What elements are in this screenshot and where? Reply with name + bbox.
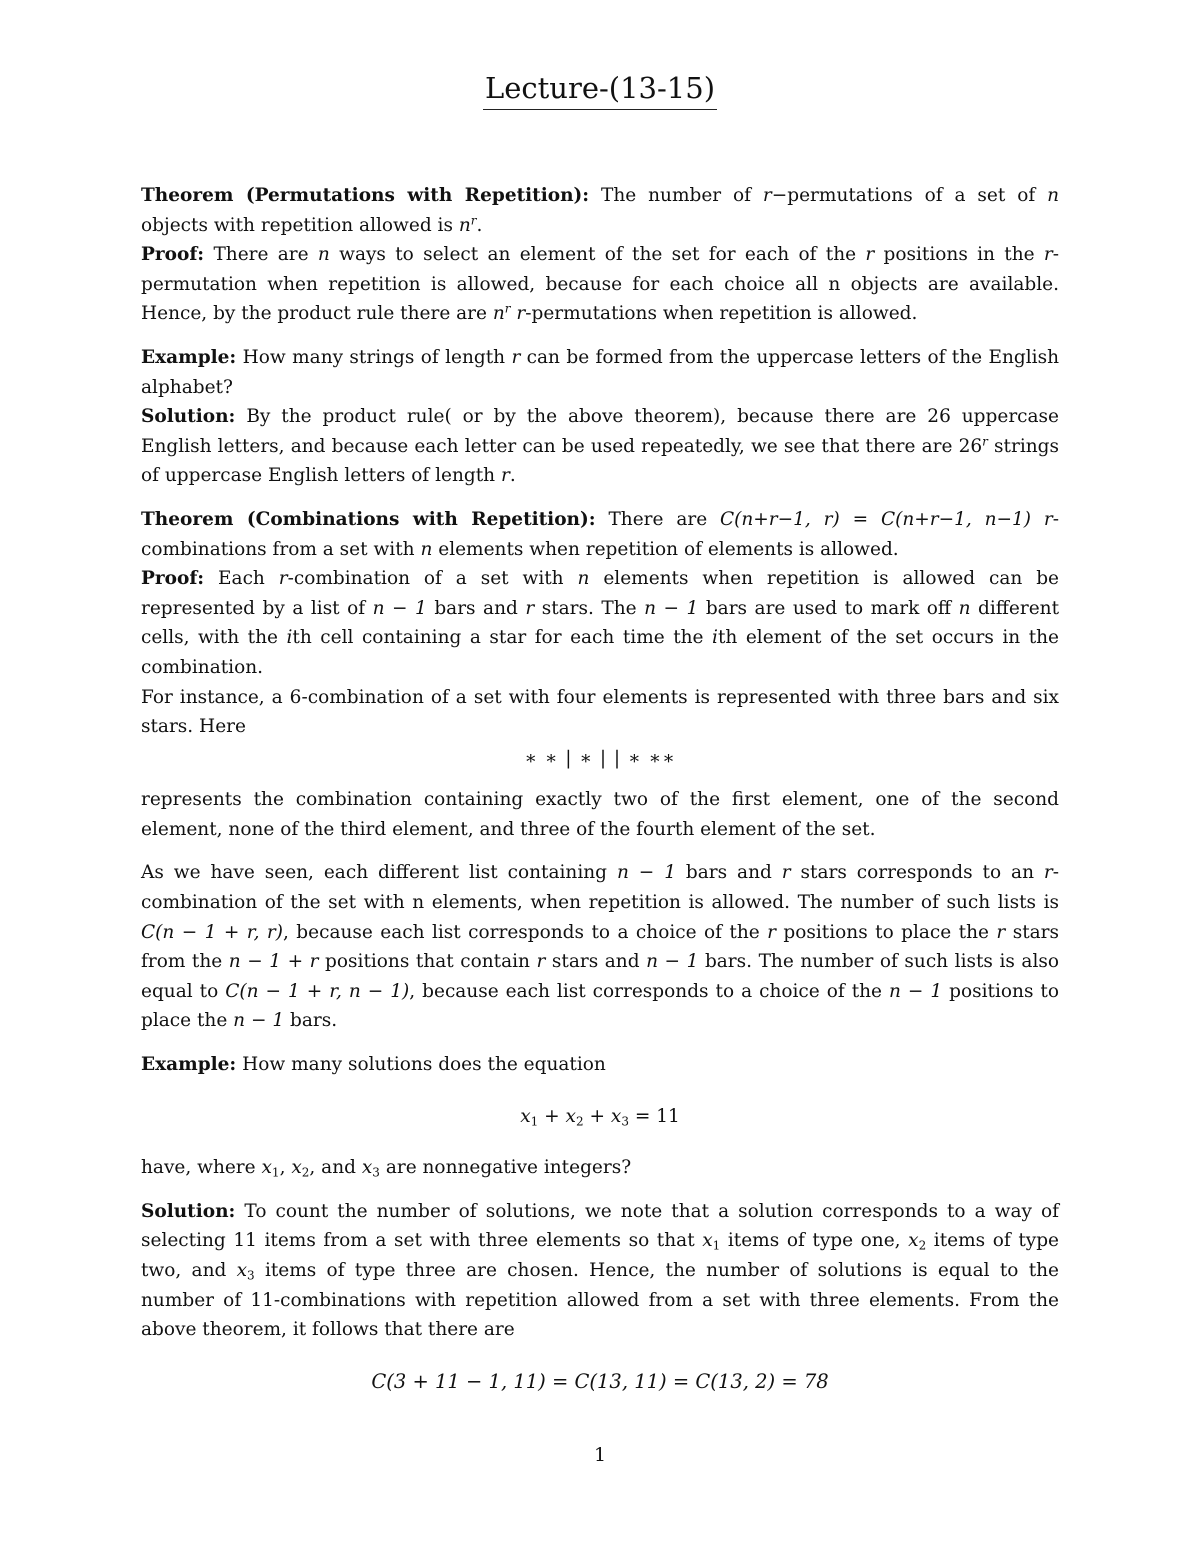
theorem-combinations: Theorem (Combinations with Repetition): There are C(n+r−1, r) = C(n+r−1, n−1) r-combinations from a set with n elements when repetition of elements is allowed.: [141, 508, 1059, 560]
solution-strings: Solution: By the product rule( or by the above theorem), because there are 26 uppercase English letters, and because each letter can be used repeatedly, we see that there are 26$^r$ strings of uppercase English letters of length r.: [141, 406, 1059, 487]
instance-explanation: represents the combination containing exactly two of the first element, one of the second element, none of the third element, and three of the fourth element of the set.: [141, 789, 1059, 840]
document-body: [141, 181, 1059, 1396]
page-number: 1: [593, 1444, 607, 1466]
lecture-title: Lecture-(13-15): [141, 70, 1059, 106]
final-result-display: C(3 + 11 − 1, 11) = C(13, 11) = C(13, 2) = 78: [371, 1369, 829, 1393]
theorem-permutations: Theorem (Permutations with Repetition): The number of r−permutations of a set of n objects with repetition allowed is $n^r$.: [141, 185, 1059, 236]
instance-paragraph: For instance, a 6-combination of a set with four elements is represented with three bars and six stars. Here: [141, 686, 1059, 738]
bars-stars-paragraph: As we have seen, each different list containing n − 1 bars and r stars corresponds to an r-combination of the set with n elements, when repetition is allowed. The number of such lists is C(n − 1 + r, r), because each list corresponds to a choice of the r positions to place the r stars from the n − 1 + r positions that contain r stars and n − 1 bars. The number of such lists is also equal to C(n − 1 + r, n − 1), because each list corresponds to a choice of the n − 1 positions to place the n − 1 bars.: [141, 862, 1060, 1032]
equation-display: $x_1 + x_2 + x_3 = 11$: [520, 1105, 680, 1129]
stars-bars-display: ∗ ∗ | ∗ | | ∗ ∗∗: [524, 747, 676, 769]
proof-combinations: Proof: Each r-combination of a set with n elements when repetition is allowed can be represented by a list of n − 1 bars and r stars. The n − 1 bars are used to mark off n different cells, with the ith cell containing a star for each time the ith element of the set occurs in the combination.: [141, 568, 1059, 678]
solution-equation: Solution: To count the number of solutions, we note that a solution corresponds to a way of selecting 11 items from a set with three elements so that $x_1$ items of type one, $x_2$ items of type two, and $x_3$ items of type three are chosen. Hence, the number of solutions is equal to the number of 11-combinations with repetition allowed from a set with three elements. From the above theorem, it follows that there are: [141, 1200, 1059, 1341]
proof-permutations: Proof: There are n ways to select an element of the set for each of the r positions in the r-permutation when repetition is allowed, because for each choice all n objects are available. Hence, by the product rule there are $n^r$ r-permutations when repetition is allowed.: [141, 244, 1059, 325]
example-strings: Example: How many strings of length r can be formed from the uppercase letters of the English alphabet?: [141, 346, 1059, 398]
example-equation: Example: How many solutions does the equation: [141, 1054, 606, 1076]
equation-question: have, where $x_1$, $x_2$, and $x_3$ are nonnegative integers?: [141, 1157, 632, 1180]
